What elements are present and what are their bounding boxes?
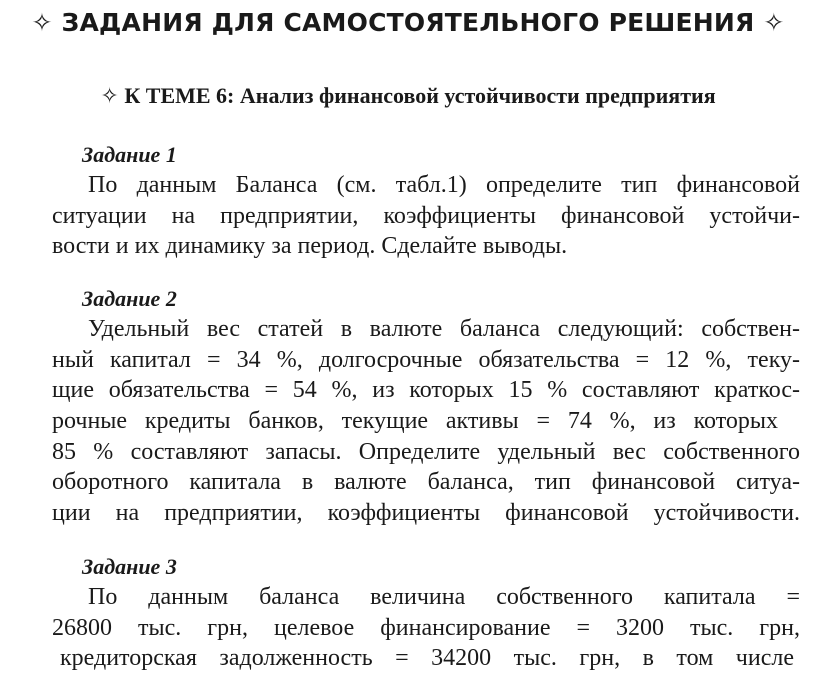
- topic-heading: [0, 82, 816, 111]
- task-text-line: кредиторская задолженность = 34200 тыс. грн, в том числе: [60, 645, 794, 672]
- task-title: Задание 2: [82, 286, 177, 311]
- task-block: [52, 284, 800, 529]
- task-text-line: По данным Баланса (см. табл.1) определите тип финансовой: [88, 172, 800, 198]
- task-text-line: 85 % составляют запасы. Определите удельный вес собственного: [52, 438, 800, 465]
- task-block: [52, 140, 800, 262]
- task-text-line: оборотного капитала в валюте баланса, тип финансовой ситуа-: [52, 469, 800, 496]
- task-text-line: ный капитал = 34 %, долгосрочные обязательства = 12 %, теку-: [52, 346, 800, 373]
- task-text-line: вости и их динамику за период. Сделайте выводы.: [52, 233, 568, 260]
- sparkle-icon: ✧: [31, 8, 53, 37]
- task-text-line: ситуации на предприятии, коэффициенты финансовой устойчи-: [52, 202, 800, 229]
- task-text-line: Удельный вес статей в валюте баланса следующий: собствен-: [88, 316, 800, 342]
- sparkle-icon: ✧: [763, 8, 785, 37]
- task-text-line: щие обязательства = 54 %, из которых 15 % составляют краткос-: [52, 377, 800, 404]
- task-block: [52, 552, 800, 674]
- section-heading: [0, 8, 816, 38]
- topic-heading-text: К ТЕМЕ 6: Анализ финансовой устойчивости предприятия: [124, 83, 716, 108]
- task-text-line: 26800 тыс. грн, целевое финансирование = 3200 тыс. грн,: [52, 614, 800, 641]
- section-heading-text: ЗАДАНИЯ ДЛЯ САМОСТОЯТЕЛЬНОГО РЕШЕНИЯ: [61, 8, 755, 37]
- sparkle-icon: ✧: [100, 84, 119, 109]
- task-text-line: ции на предприятии, коэффициенты финансовой устойчивости.: [52, 500, 800, 527]
- task-text-line: рочные кредиты банков, текущие активы = 74 %, из которых: [52, 408, 778, 435]
- task-title: Задание 3: [82, 554, 177, 579]
- task-title: Задание 1: [82, 142, 177, 167]
- task-text-line: По данным баланса величина собственного капитала =: [88, 584, 800, 610]
